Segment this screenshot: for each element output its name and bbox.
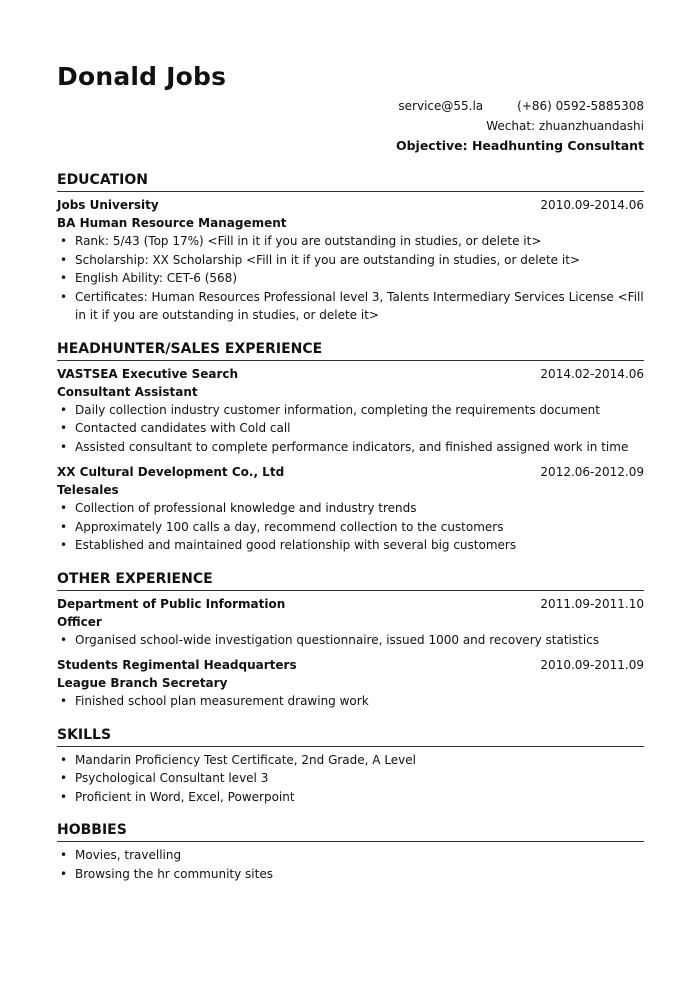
list-item: • Finished school plan measurement drawing work xyxy=(57,692,644,711)
list-item: • Proficient in Word, Excel, Powerpoint xyxy=(57,788,644,807)
list-item: • Movies, travelling xyxy=(57,846,644,865)
bullet-list xyxy=(57,846,644,883)
experience-entry xyxy=(57,365,644,457)
entry-date: 2010.09-2011.09 xyxy=(540,658,644,672)
wechat-text: Wechat: zhuanzhuandashi xyxy=(486,119,644,133)
experience-entry xyxy=(57,595,644,650)
objective-text: Objective: Headhunting Consultant xyxy=(395,138,644,153)
bullet-list xyxy=(57,692,644,711)
list-item: • Scholarship: XX Scholarship <Fill in it if you are outstanding in studies, or delete it> xyxy=(57,251,644,270)
bullet-list xyxy=(57,499,644,555)
list-item: • Certificates: Human Resources Professional level 3, Talents Intermediary Services License <Fill in it if you are outstanding in studies, or delete it> xyxy=(57,288,644,325)
entry-role: League Branch Secretary xyxy=(57,676,228,690)
bullet-list xyxy=(57,631,644,650)
candidate-name: Donald Jobs xyxy=(57,62,227,91)
headhunter-section xyxy=(57,340,644,555)
entry-role: Telesales xyxy=(57,483,119,497)
hobbies-section xyxy=(57,821,644,883)
entry-date: 2014.02-2014.06 xyxy=(540,366,644,381)
experience-entry xyxy=(57,656,644,711)
bullet-list xyxy=(57,401,644,457)
entry-date: 2012.06-2012.09 xyxy=(540,465,644,479)
entry-date: 2011.09-2011.10 xyxy=(540,596,644,611)
list-item: • Daily collection industry customer information, completing the requirements document xyxy=(57,401,644,420)
entry-org: VASTSEA Executive Search xyxy=(57,366,239,381)
list-item: • Browsing the hr community sites xyxy=(57,865,644,884)
section-title: HOBBIES xyxy=(57,821,644,842)
other-experience-section xyxy=(57,570,644,711)
education-entry xyxy=(57,196,644,325)
bullet-list xyxy=(57,751,644,807)
list-item: • Psychological Consultant level 3 xyxy=(57,769,644,788)
entry-org: Students Regimental Headquarters xyxy=(57,658,297,672)
email-text: service@55.la xyxy=(398,99,484,113)
experience-entry xyxy=(57,463,644,555)
list-item: • Contacted candidates with Cold call xyxy=(57,419,644,438)
skills-section xyxy=(57,726,644,807)
list-item: • Collection of professional knowledge and industry trends xyxy=(57,499,644,518)
list-item: • Organised school-wide investigation questionnaire, issued 1000 and recovery statistics xyxy=(57,631,644,650)
entry-role: BA Human Resource Management xyxy=(57,216,287,230)
bullet-list xyxy=(57,232,644,325)
entry-org: Department of Public Information xyxy=(57,596,286,611)
entry-org: XX Cultural Development Co., Ltd xyxy=(57,465,285,479)
section-title: OTHER EXPERIENCE xyxy=(57,570,644,591)
section-title: HEADHUNTER/SALES EXPERIENCE xyxy=(57,340,644,361)
list-item: • English Ability: CET-6 (568) xyxy=(57,269,644,288)
section-title: SKILLS xyxy=(57,726,644,747)
list-item: • Rank: 5/43 (Top 17%) <Fill in it if you are outstanding in studies, or delete it> xyxy=(57,232,644,251)
list-item: • Approximately 100 calls a day, recommend collection to the customers xyxy=(57,518,644,537)
contact-block xyxy=(57,96,644,156)
entry-date: 2010.09-2014.06 xyxy=(540,198,644,212)
entry-role: Officer xyxy=(57,614,102,629)
entry-org: Jobs University xyxy=(57,198,159,212)
section-title: EDUCATION xyxy=(57,171,644,192)
list-item: • Assisted consultant to complete performance indicators, and finished assigned work in time xyxy=(57,438,644,457)
list-item: • Mandarin Proficiency Test Certificate, 2nd Grade, A Level xyxy=(57,751,644,770)
list-item: • Established and maintained good relationship with several big customers xyxy=(57,536,644,555)
entry-role: Consultant Assistant xyxy=(57,384,198,399)
education-section xyxy=(57,171,644,325)
phone-text: (+86) 0592-5885308 xyxy=(517,99,644,113)
